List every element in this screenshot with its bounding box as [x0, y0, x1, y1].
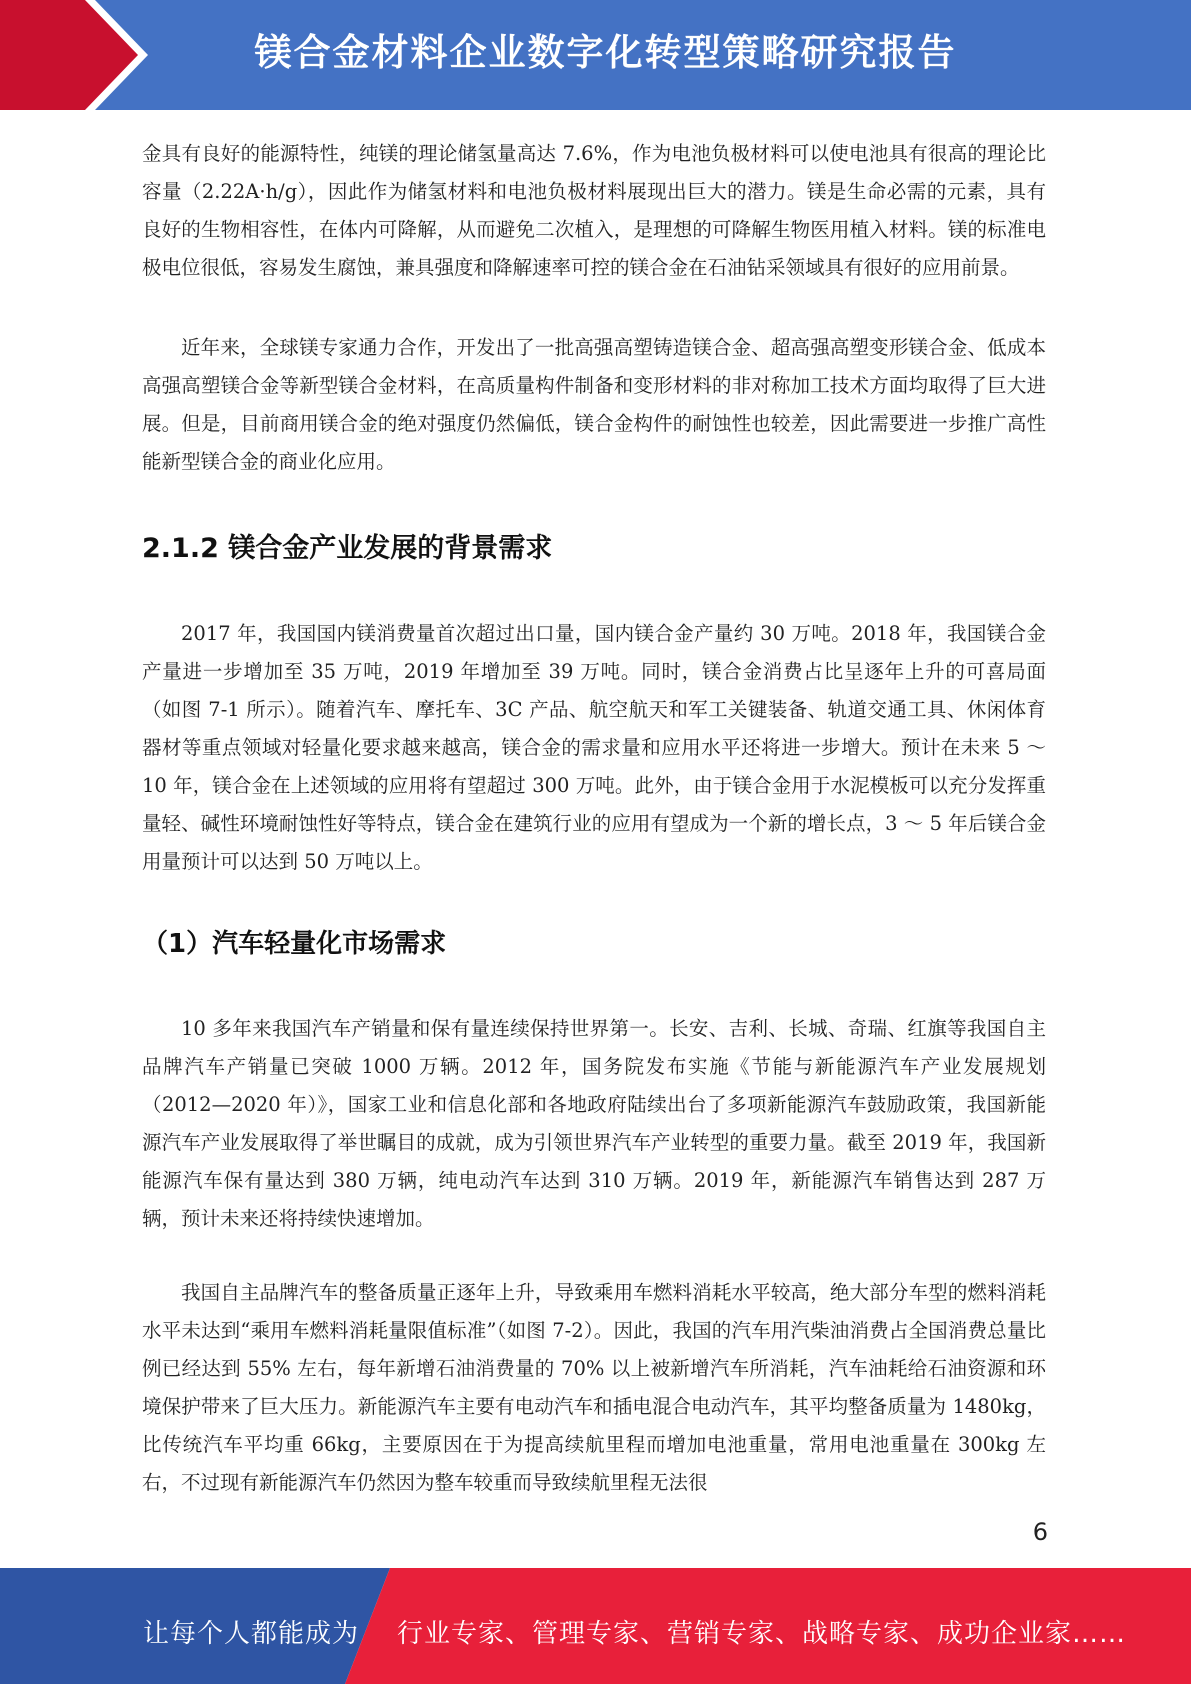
footer-slogan-left: 让每个人都能成为 [143, 1619, 360, 1649]
document-title: 镁合金材料企业数字化转型策略研究报告 [254, 31, 957, 74]
paragraph-consumption-growth: 2017 年，我国国内镁消费量首次超过出口量，国内镁合金产量约 30 万吨。2018 年，我国镁合金产量进一步增加至 35 万吨，2019 年增加至 39 万吨。同时，镁合金消费占比呈逐年上升的可喜局面（如图 7-1 所示）。随着汽车、摩托车、3C 产品、航空航天和军工关键装备、轨道交通工具、休闲体育器材等重点领域对轻量化要求越来越高，镁合金的需求量和应用水平还将进一步增大。预计在未来 5 ～ 10 年，镁合金在上述领域的应用将有望超过 300 万吨。此外，由于镁合金用于水泥模板可以充分发挥重量轻、碱性环境耐蚀性好等特点，镁合金在建筑行业的应用有望成为一个新的增长点，3 ～ 5 年后镁合金用量预计可以达到 50 万吨以上。 [142, 622, 1046, 873]
paragraph-fuel-consumption: 我国自主品牌汽车的整备质量正逐年上升，导致乘用车燃料消耗水平较高，绝大部分车型的燃料消耗水平未达到“乘用车燃料消耗量限值标准”（如图 7-2）。因此，我国的汽车用汽柴油消费占全国消费总量比例已经达到 55% 左右，每年新增石油消费量的 70% 以上被新增汽车所消耗，汽车油耗给石油资源和环境保护带来了巨大压力。新能源汽车主要有电动汽车和插电混合电动汽车，其平均整备质量为 1480kg，比传统汽车平均重 66kg，主要原因在于为提高续航里程而增加电池重量，常用电池重量在 300kg 左右，不过现有新能源汽车仍然因为整车较重而导致续航里程无法很 [142, 1281, 1046, 1494]
footer-slogan-right: 行业专家、管理专家、营销专家、战略专家、成功企业家…… [397, 1619, 1127, 1649]
page-footer [0, 1568, 1191, 1684]
page-header [0, 0, 1191, 110]
subsection-heading-auto-lightweight: （1）汽车轻量化市场需求 [142, 929, 447, 959]
paragraph-auto-industry: 10 多年来我国汽车产销量和保有量连续保持世界第一。长安、吉利、长城、奇瑞、红旗等我国自主品牌汽车产销量已突破 1000 万辆。2012 年，国务院发布实施《节能与新能源汽车产业发展规划（2012—2020 年）》，国家工业和信息化部和各地政府陆续出台了多项新能源汽车鼓励政策，我国新能源汽车产业发展取得了举世瞩目的成就，成为引领世界汽车产业转型的重要力量。截至 2019 年，我国新能源汽车保有量达到 380 万辆，纯电动汽车达到 310 万辆。2019 年，新能源汽车销售达到 287 万辆，预计未来还将持续快速增加。 [142, 1017, 1046, 1230]
page-content [142, 135, 1046, 1502]
paragraph-magnesium-properties: 金具有良好的能源特性，纯镁的理论储氢量高达 7.6%，作为电池负极材料可以使电池具有很高的理论比容量（2.22A·h/g），因此作为储氢材料和电池负极材料展现出巨大的潜力。镁是生命必需的元素，具有良好的生物相容性，在体内可降解，从而避免二次植入，是理想的可降解生物医用植入材料。镁的标准电极电位很低，容易发生腐蚀，兼具强度和降解速率可控的镁合金在石油钻采领域具有很好的应用前景。 [142, 142, 1046, 279]
page-number: 6 [1032, 1518, 1048, 1546]
paragraph-recent-progress: 近年来，全球镁专家通力合作，开发出了一批高强高塑铸造镁合金、超高强高塑变形镁合金、低成本高强高塑镁合金等新型镁合金材料，在高质量构件制备和变形材料的非对称加工技术方面均取得了巨大进展。但是，目前商用镁合金的绝对强度仍然偏低，镁合金构件的耐蚀性也较差，因此需要进一步推广高性能新型镁合金的商业化应用。 [142, 336, 1046, 473]
section-heading-background-demand: 2.1.2 镁合金产业发展的背景需求 [142, 533, 553, 564]
